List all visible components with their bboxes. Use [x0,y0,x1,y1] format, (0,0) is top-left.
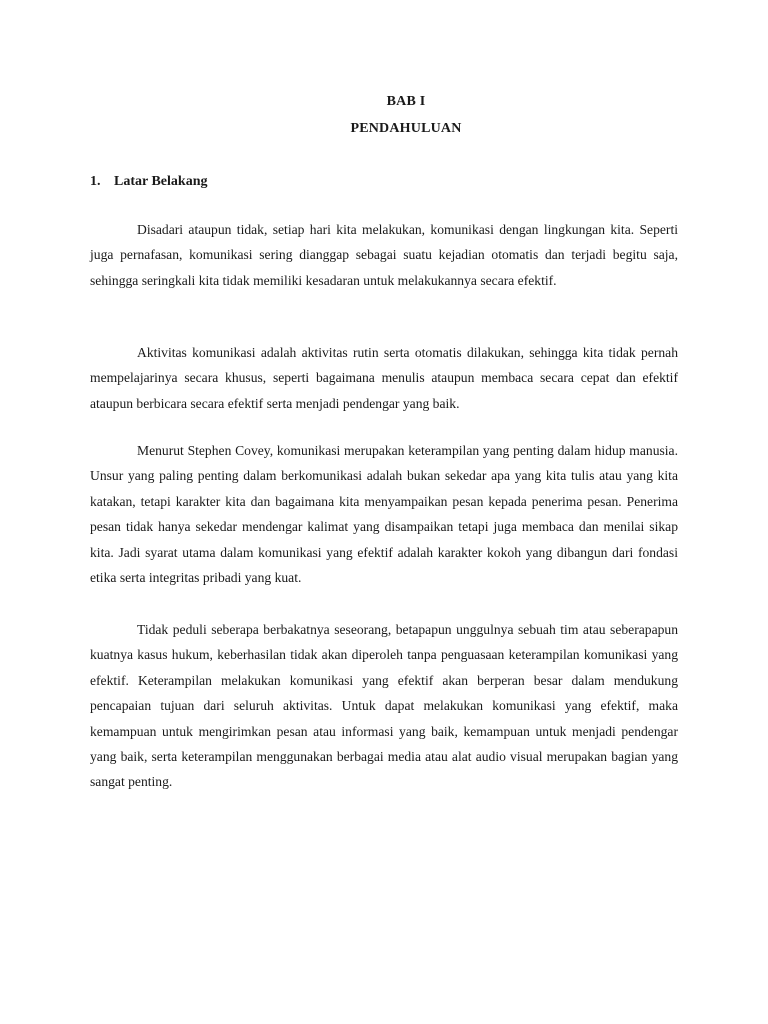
paragraph: Menurut Stephen Covey, komunikasi merupakan keterampilan yang penting dalam hidup manusia. Unsur yang paling penting dalam berkomunikasi adalah bukan sekedar apa yang kita tulis atau yang kita katakan, tetapi karakter kita dan bagaimana kita menyampaikan pesan kepada penerima pesan. Penerima pesan tidak hanya sekedar mendengar kalimat yang disampaikan tetapi juga membaca dan menilai sikap kita. Jadi syarat utama dalam komunikasi yang efektif adalah karakter kokoh yang dibangun dari fondasi etika serta integritas pribadi yang kuat. [90,443,678,586]
chapter-title: PENDAHULUAN [350,121,462,136]
section-number: 1. [90,174,101,189]
chapter-label: BAB I [386,94,426,109]
section-title: Latar Belakang [114,174,208,189]
paragraph: Aktivitas komunikasi adalah aktivitas rutin serta otomatis dilakukan, sehingga kita tidak pernah mempelajarinya secara khusus, seperti bagaimana menulis ataupun membaca secara cepat dan efektif ataupun berbicara secara efektif serta menjadi pendengar yang baik. [90,345,678,411]
paragraph: Disadari ataupun tidak, setiap hari kita melakukan, komunikasi dengan lingkungan kita. Seperti juga pernafasan, komunikasi sering dianggap sebagai suatu kejadian otomatis dan terjadi begitu saja, sehingga seringkali kita tidak memiliki kesadaran untuk melakukannya secara efektif. [90,222,678,288]
paragraph: Tidak peduli seberapa berbakatnya seseorang, betapapun unggulnya sebuah tim atau seberapapun kuatnya kasus hukum, keberhasilan tidak akan diperoleh tanpa penguasaan keterampilan komunikasi yang efektif. Keterampilan melakukan komunikasi yang efektif akan berperan besar dalam mendukung pencapaian tujuan dari seluruh aktivitas. Untuk dapat melakukan komunikasi yang efektif, maka kemampuan untuk mengirimkan pesan atau informasi yang baik, kemampuan untuk menjadi pendengar yang baik, serta keterampilan menggunakan berbagai media atau alat audio visual merupakan bagian yang sangat penting. [90,622,678,790]
section-heading [90,174,207,190]
